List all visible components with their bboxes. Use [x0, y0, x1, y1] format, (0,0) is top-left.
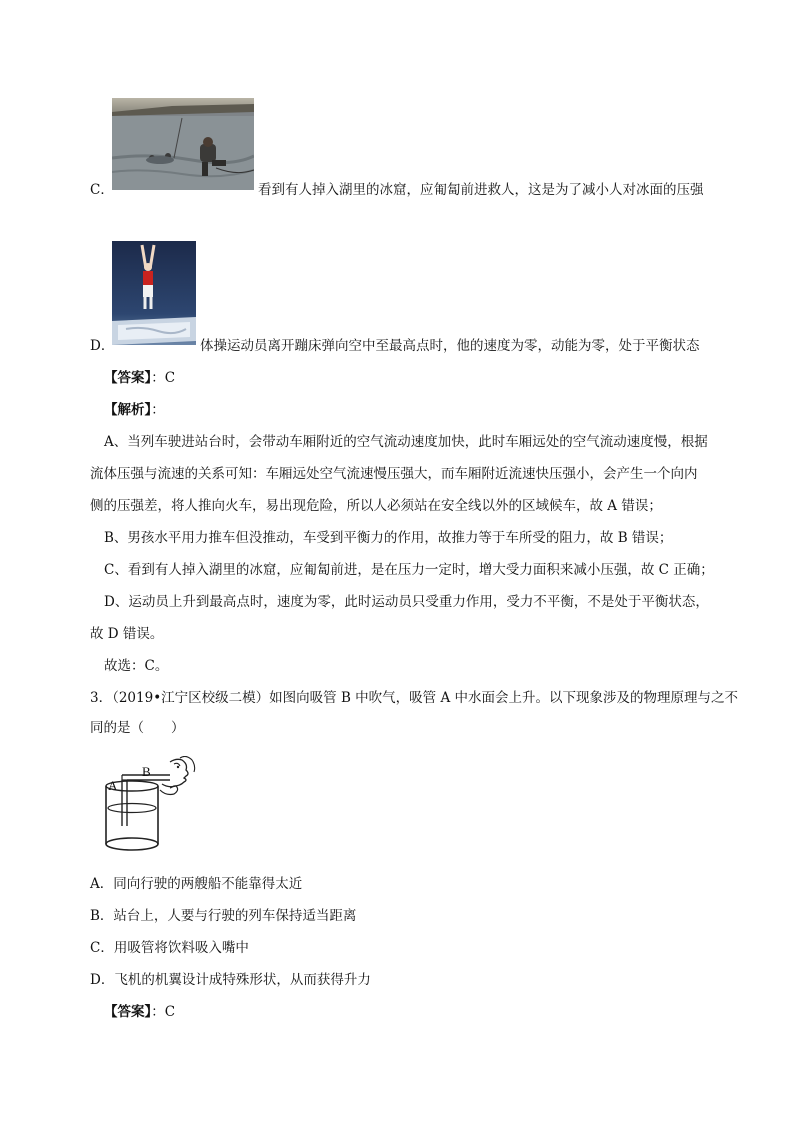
answer-label: 【答案】 — [104, 1004, 152, 1020]
analysis-line: D、运动员上升到最高点时，速度为零，此时运动员只受重力作用，受力不平衡，不是处于平衡状态， — [104, 594, 709, 610]
answer-value: ：C — [151, 1004, 176, 1020]
ice-rescue-photo — [112, 98, 254, 190]
option-c-prev-text: 看到有人掉入湖里的冰窟，应匍匐前进救人，这是为了减小人对冰面的压强 — [258, 182, 704, 198]
analysis-line: B、男孩水平用力推车但没推动，车受到平衡力的作用，故推力等于车所受的阻力，故 B 错误； — [104, 530, 673, 546]
analysis-line: A、当列车驶进站台时，会带动车厢附近的空气流动速度加快，此时车厢远处的空气流动速度慢，根据 — [104, 434, 708, 450]
analysis-line: 故 D 错误。 — [90, 626, 164, 642]
option-d-prev-text: 体操运动员离开蹦床弹向空中至最高点时，他的速度为零，动能为零，处于平衡状态 — [200, 338, 700, 354]
analysis-conclusion: 故选：C。 — [104, 658, 169, 674]
analysis-heading — [104, 400, 165, 420]
question-3-option-b: B．站台上，人要与行驶的列车保持适当距离 — [90, 908, 357, 924]
analysis-label: 【解析】 — [104, 402, 152, 418]
analysis-colon: ： — [151, 402, 165, 418]
answer-2 — [104, 1002, 175, 1022]
straw-label-a: A — [108, 778, 118, 793]
answer-value: ：C — [151, 370, 176, 386]
straw-label-b: B — [142, 764, 151, 779]
option-letter: D． — [90, 338, 115, 354]
answer-1 — [104, 368, 175, 388]
answer-label: 【答案】 — [104, 370, 152, 386]
question-3-option-a: A．同向行驶的两艘船不能靠得太近 — [90, 876, 303, 892]
question-3-option-c: C．用吸管将饮料吸入嘴中 — [90, 940, 249, 956]
question-3-option-d: D．飞机的机翼设计成特殊形状，从而获得升力 — [90, 972, 371, 988]
option-letter: C． — [90, 182, 114, 198]
option-c-prev — [90, 180, 114, 200]
analysis-line: 流体压强与流速的关系可知：车厢远处空气流速慢压强大，而车厢附近流速快压强小，会产生一个向内 — [90, 466, 698, 482]
analysis-line: 侧的压强差，将人推向火车，易出现危险，所以人必须站在安全线以外的区域候车，故 A 错误； — [90, 498, 662, 514]
option-d-prev — [90, 336, 114, 356]
analysis-line: C、看到有人掉入湖里的冰窟，应匍匐前进，是在压力一定时，增大受力面积来减小压强，故 C 正确； — [104, 562, 714, 578]
question-3-stem-line1: 3．（2019•江宁区校级二模）如图向吸管 B 中吹气，吸管 A 中水面会上升。以下现象涉及的物理原理与之不 — [90, 690, 738, 706]
question-3-stem-line2: 同的是（ ） — [90, 720, 185, 736]
trampoline-gymnast-photo — [112, 241, 196, 345]
